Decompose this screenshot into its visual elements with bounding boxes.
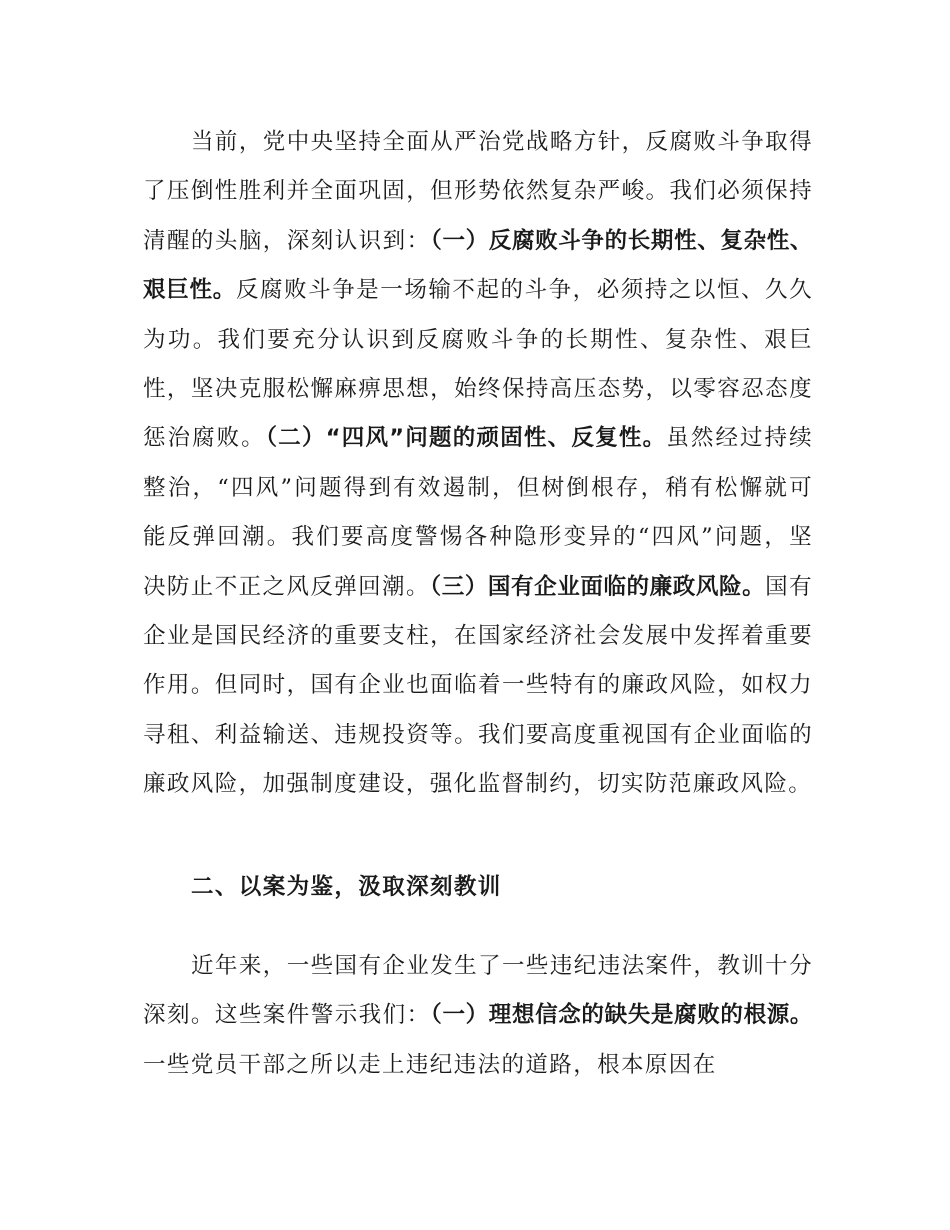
- bold-subheading: （二）“四风”问题的顽固性、反复性。: [265, 425, 667, 452]
- bold-subheading: （一）反腐败斗争的长期性、复杂性、艰巨性。: [143, 227, 813, 304]
- bold-subheading: （三）国有企业面临的廉政风险。: [429, 573, 766, 600]
- body-paragraph: [143, 942, 813, 1090]
- bold-subheading: （一）理想信念的缺失是腐败的根源。: [430, 1002, 813, 1029]
- paragraph-text: 当前，党中央坚持全面从严治党战略方针，反腐败斗争取得了压倒性胜利并全面巩固，但形势依然复杂严峻。我们必须保持清醒的头脑，深刻认识到：: [143, 129, 813, 254]
- paragraph-text: 近年来，一些国有企业发生了一些违纪违法案件，教训十分深刻。这些案件警示我们：: [143, 953, 813, 1029]
- section-heading: 二、以案为鉴，汲取深刻教训: [191, 874, 502, 900]
- body-paragraph: [143, 118, 813, 810]
- paragraph-text: 反腐败斗争是一场输不起的斗争，必须持之以恒、久久为功。我们要充分认识到反腐败斗争的长期性、复杂性、艰巨性，坚决克服松懈麻痹思想，始终保持高压态势，以零容忍态度惩治腐败。: [143, 277, 813, 452]
- paragraph-text: 一些党员干部之所以走上违纪违法的道路，根本原因在: [143, 1051, 717, 1078]
- paragraph-text: 虽然经过持续整治，“四风”问题得到有效遏制，但树倒根存，稍有松懈就可能反弹回潮。我们要高度警惕各种隐形变异的“四风”问题，坚决防止不正之风反弹回潮。: [143, 425, 813, 600]
- paragraph-text: 国有企业是国民经济的重要支柱，在国家经济社会发展中发挥着重要作用。但同时，国有企业也面临着一些特有的廉政风险，如权力寻租、利益输送、违规投资等。我们要高度重视国有企业面临的廉政风险，加强制度建设，强化监督制约，切实防范廉政风险。: [143, 573, 813, 798]
